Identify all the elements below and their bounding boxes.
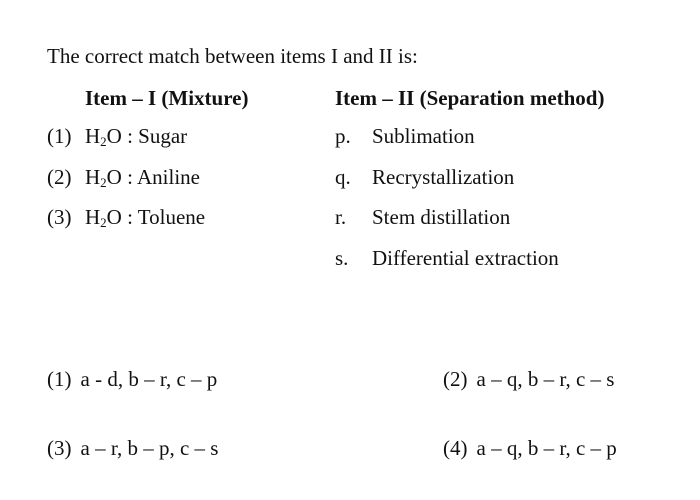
option-label: (2) bbox=[443, 367, 468, 391]
option-label: (1) bbox=[47, 367, 72, 391]
item-1-row-2-number: (2) bbox=[47, 165, 72, 189]
formula-post: O : Sugar bbox=[106, 124, 188, 148]
formula-post: O : Toluene bbox=[106, 205, 206, 229]
answer-option-1[interactable] bbox=[47, 367, 217, 392]
item-2-row-q-letter: q. bbox=[335, 165, 351, 189]
item-1-row-3-number: (3) bbox=[47, 205, 72, 229]
formula-pre: H bbox=[85, 205, 101, 229]
formula-subscript: 2 bbox=[100, 215, 107, 230]
item-2-row-q-method: Recrystallization bbox=[372, 165, 515, 189]
question-text: The correct match between items I and II is: bbox=[47, 44, 418, 68]
formula-pre: H bbox=[85, 165, 101, 189]
item-2-row-p-method: Sublimation bbox=[372, 124, 475, 148]
formula-subscript: 2 bbox=[100, 134, 107, 149]
option-text: a – r, b – p, c – s bbox=[80, 436, 219, 460]
answer-option-4[interactable] bbox=[443, 436, 617, 461]
item-1-row-2-mixture bbox=[85, 165, 200, 190]
option-text: a – q, b – r, c – p bbox=[476, 436, 617, 460]
answer-option-3[interactable] bbox=[47, 436, 218, 461]
item-2-row-r-letter: r. bbox=[335, 205, 347, 229]
option-text: a – q, b – r, c – s bbox=[476, 367, 615, 391]
option-label: (3) bbox=[47, 436, 72, 460]
formula-post: O : Aniline bbox=[106, 165, 201, 189]
answer-option-2[interactable] bbox=[443, 367, 614, 392]
item-2-row-s-letter: s. bbox=[335, 246, 349, 270]
item-1-row-1-number: (1) bbox=[47, 124, 72, 148]
column-header-item-2: Item – II (Separation method) bbox=[335, 86, 605, 110]
option-text: a - d, b – r, c – p bbox=[80, 367, 218, 391]
item-1-row-3-mixture bbox=[85, 205, 205, 230]
option-label: (4) bbox=[443, 436, 468, 460]
item-2-row-s-method: Differential extraction bbox=[372, 246, 559, 270]
item-2-row-p-letter: p. bbox=[335, 124, 351, 148]
item-1-row-1-mixture bbox=[85, 124, 187, 149]
column-header-item-1: Item – I (Mixture) bbox=[85, 86, 249, 110]
formula-subscript: 2 bbox=[100, 175, 107, 190]
item-2-row-r-method: Stem distillation bbox=[372, 205, 511, 229]
formula-pre: H bbox=[85, 124, 101, 148]
